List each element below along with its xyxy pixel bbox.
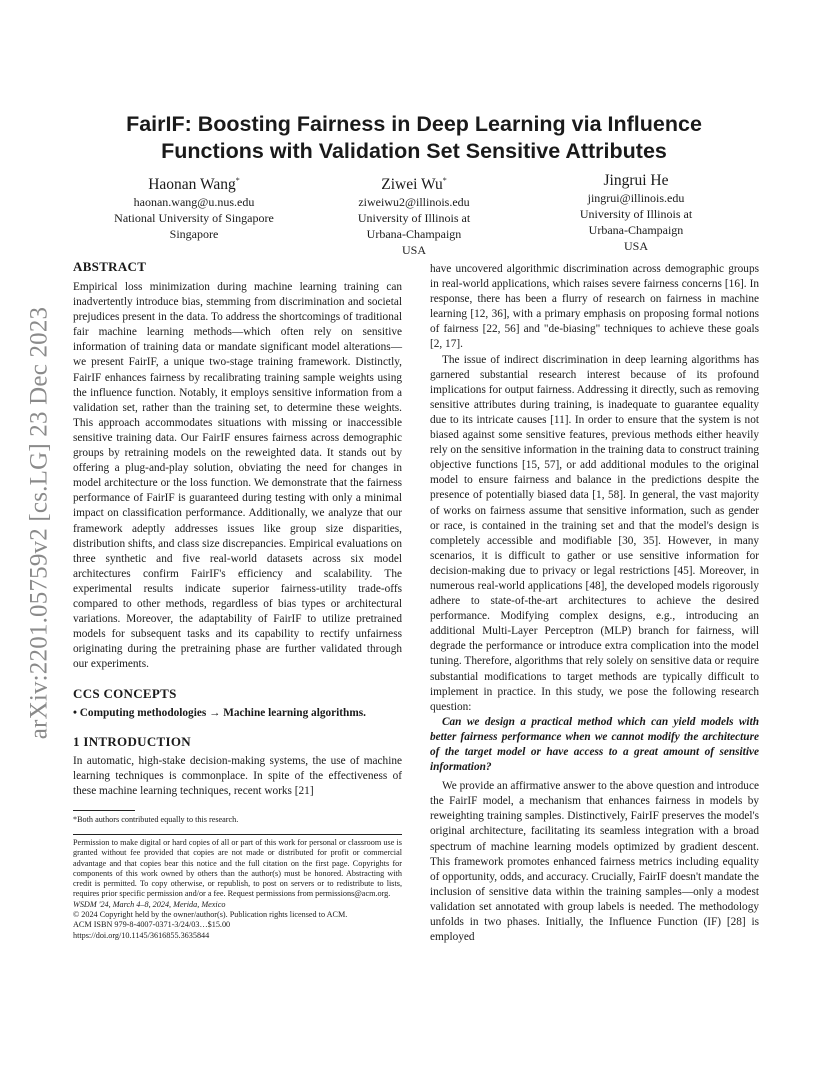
ccs-heading: CCS CONCEPTS <box>73 686 177 702</box>
footnote-rule <box>73 810 135 811</box>
author-email[interactable]: jingrui@illinois.edu <box>587 191 685 205</box>
permission-notice: Permission to make digital or hard copies of all or part of this work for personal or classroom use is granted without fee provided that copies are not made or distributed for profit or commercial advantage and that copies bear this notice and the full citation on the first page. Copyrights for components of this work owned by others than the author(s) must be honored. Abstracting with credit is permitted. To copy otherwise, or republish, to post on servers or to redistribute to lists, requires prior specific permission and/or a fee. Request permissions from permissions@acm.org. <box>73 838 402 899</box>
author-block <box>304 171 524 258</box>
equal-contribution-footnote: *Both authors contributed equally to this research. <box>73 815 239 824</box>
author-location: USA <box>401 243 426 258</box>
author-affiliation: University of Illinois at <box>579 207 693 221</box>
permission-rule <box>73 834 402 835</box>
author-affiliation: Urbana-Champaign <box>588 223 684 237</box>
copyright: © 2024 Copyright held by the owner/author(s). Publication rights licensed to ACM. <box>73 910 348 920</box>
author-name: Jingrui He <box>603 172 669 189</box>
permission-block <box>73 838 402 941</box>
abstract-text: Empirical loss minimization during machine learning training can inadvertently introduce bias, stemming from discrimination and societal prejudices present in the data. To address the shortcomings of traditional fair machine learning methods—which often rely on sensitive information of training data or mandate significant model alterations—we present FairIF, a unique two-stage training framework. Distinctly, FairIF enhances fairness by recalibrating training sample weights using the influence function. Notably, it employs sensitive information from a validation set, rather than the training set, to determine these weights. This approach accommodates situations with missing or inaccessible sensitive training data. Our FairIF ensures fairness across demographic groups by retraining models on the reweighted data. It stands out by offering a plug-and-play solution, obviating the need for changes in model architecture or the loss function. We demonstrate that the fairness performance of FairIF is guaranteed during testing with only a minimal impact on classification performance. Additionally, we analyze that our framework adeptly addresses issues like group size disparities, distribution shifts, and class size discrepancies. Empirical evaluations on three synthetic and five real-world datasets across six model architectures confirm FairIF's efficiency and scalability. The experimental results indicate superior fairness-utility trade-offs compared to other methods, regardless of bias types or architectural variations. Moreover, the adaptability of FairIF to utilize pretrained models for subsequent tasks and its capability to rectify unfairness originating during the pretraining phase are further validated through our experiments. <box>73 281 402 671</box>
venue: WSDM '24, March 4–8, 2024, Merida, Mexico <box>73 899 226 909</box>
body-paragraph: The issue of indirect discrimination in deep learning algorithms has garnered substantial research interest because of its profound implications for output fairness. Addressing it directly, such as removing sensitive attributes during training, is inadequate to guarantee equality due to its intricate causes [11]. In order to ensure that the system is not biased against some sensitive features, previous methods either heavily rely on the sensitive information in the training data to construct training objective functions [15, 57], or add additional modules to the original model to ensure fairness and balance in the predictions despite the presence of potentially biased data [1, 58]. In general, the vast majority of works on fairness assume that sensitive information, such as gender or race, is contained in the training set and that the model's design is completely accessible and modifiable [30, 35]. However, in many scenarios, it is difficult to gather or use sensitive information for decision-making due to privacy or legal restrictions [45]. Moreover, in numerous real-world applications [48], the developed models rigorously adhere to state-of-the-art architectures to achieve the desired performance. Modifying complex designs, e.g., introducing an additional Multi-Layer Perceptron (MLP) branch for fairness, will degrade the performance or introduce extra complication into the model tuning. Therefore, algorithms that rely solely on sensitive data or require substantial modifications to target methods are typically difficult to implement in practice. In this study, we pose the following research question: <box>430 353 759 713</box>
author-location: USA <box>623 239 648 253</box>
right-column <box>430 262 759 945</box>
author-name: Ziwei Wu* <box>381 176 447 194</box>
paper-title: FairIF: Boosting Fairness in Deep Learning via Influence Functions with Validation Set Sensitive Attributes <box>126 112 702 163</box>
research-question: Can we design a practical method which can yield models with better fairness performance when we cannot modify the architecture of the target model or have access to a great amount of sensitive information? <box>430 715 759 774</box>
abstract-heading: ABSTRACT <box>73 259 147 274</box>
author-affiliation: University of Illinois at <box>357 211 471 226</box>
doi-link[interactable]: https://doi.org/10.1145/3616855.3635844 <box>73 930 210 940</box>
author-affiliation: Urbana-Champaign <box>366 227 462 242</box>
introduction-heading: 1 INTRODUCTION <box>73 733 191 749</box>
body-paragraph: We provide an affirmative answer to the above question and introduce the FairIF model, a mechanism that enhances fairness in models by reweighting training samples. Distinctively, FairIF preserves the model's original architecture, facilitating its seamless integration with a broad spectrum of machine learning models optimized by gradient descent. This framework promotes enhanced fairness metrics including equality of opportunity, odds, and accuracy. Crucially, FairIF doesn't mandate the inclusion of sensitive data within the training samples—only a modest validation set annotated with group labels is needed. The methodology unfolds in two phases. Initially, the Influence Function (IF) [28] is employed <box>430 780 759 944</box>
author-block <box>84 171 304 242</box>
body-paragraph: have uncovered algorithmic discrimination across demographic groups in real-world applications, which raises severe fairness concerns [16]. In response, there has been a flurry of research on fairness in machine learning [12, 36], with a primary emphasis on proposing formal notions of fairness [22, 56] and "de-biasing" techniques to achieve these goals [2, 17]. <box>430 263 759 351</box>
left-column <box>73 259 402 799</box>
author-email[interactable]: ziweiwu2@illinois.edu <box>358 195 470 210</box>
arxiv-id-text: arXiv:2201.05759v2 [cs.LG] 23 Dec 2023 <box>25 306 53 739</box>
arxiv-identifier <box>22 285 56 760</box>
isbn: ACM ISBN 979-8-4007-0371-3/24/03…$15.00 <box>73 920 231 930</box>
ccs-text: • Computing methodologies → Machine learning algorithms. <box>73 707 366 720</box>
author-email[interactable]: haonan.wang@u.nus.edu <box>133 195 255 210</box>
intro-paragraph: In automatic, high-stake decision-making systems, the use of machine learning techniques is commonplace. In spite of the effectiveness of these machine learning techniques, recent works [21] <box>73 754 402 797</box>
author-name: Haonan Wang* <box>148 176 240 194</box>
author-location: Singapore <box>169 227 219 242</box>
author-block <box>526 171 746 254</box>
author-affiliation: National University of Singapore <box>114 211 274 226</box>
